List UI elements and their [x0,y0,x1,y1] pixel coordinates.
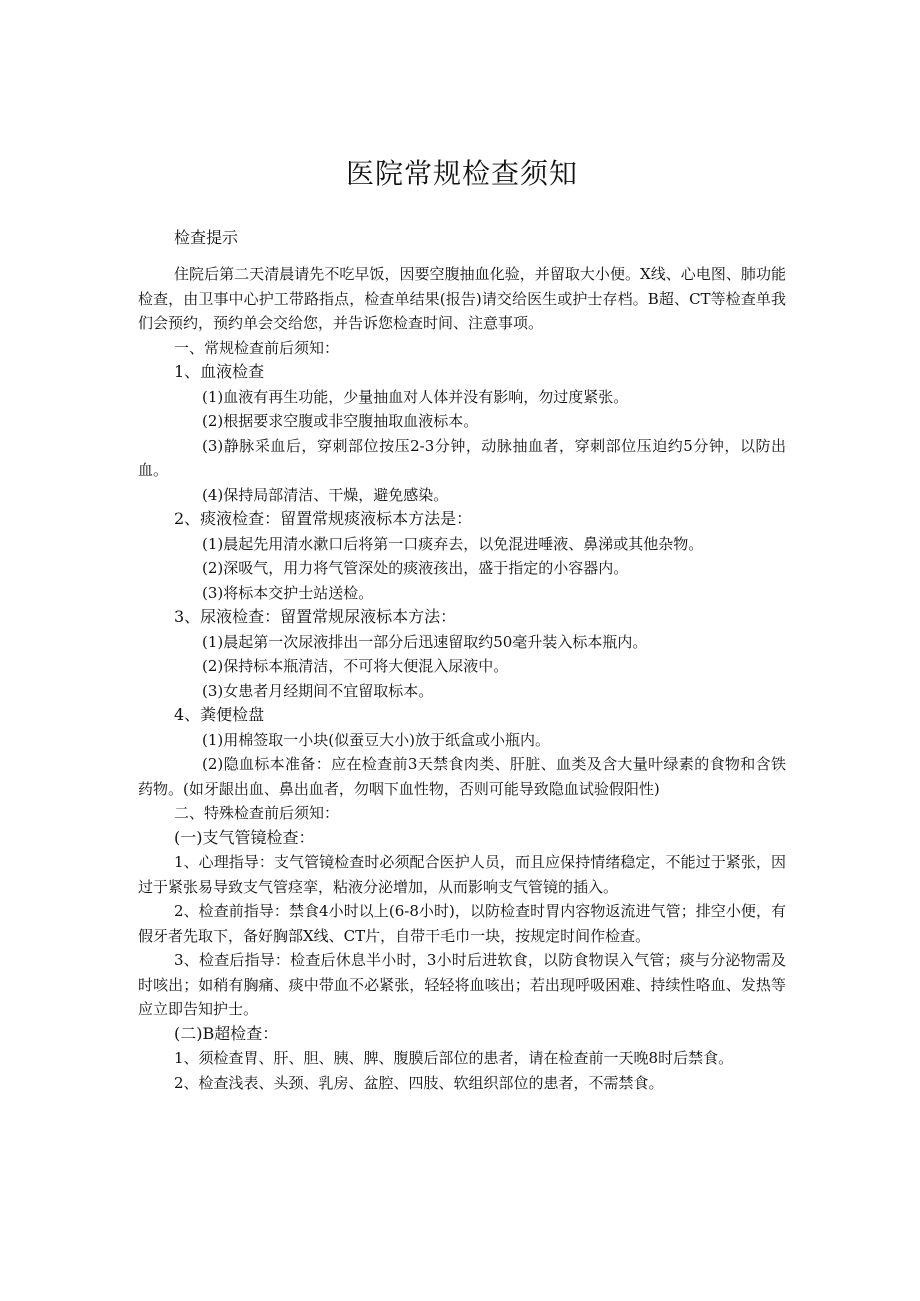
bronchoscopy-item: 2、检查前指导：禁食4小时以上(6-8小时)，以防检查时胃内容物返流进气管；排空小便，有假牙者先取下，备好胸部X线、CT片，自带干毛巾一块，按规定时间作检查。 [138,902,786,945]
document-body [138,262,786,1095]
stool-item: (1)用棉签取一小块(似蚕豆大小)放于纸盒或小瓶内。 [202,730,550,749]
document-title: 医院常规检查须知 [345,157,578,190]
subheading: 检查提示 [174,228,239,247]
blood-item: (2)根据要求空腹或非空腹抽取血液标本。 [202,412,479,430]
blood-item: (4)保持局部清洁、干燥，避免感染。 [202,485,449,504]
blood-item: (3)静脉采血后，穿刺部位按压2-3分钟，动脉抽血者，穿刺部位压迫约5分钟，以防出血。 [138,436,786,479]
ultrasound-heading: (二)B超检查： [174,1023,279,1043]
blood-item: (1)血液有再生功能，少量抽血对人体并没有影响，勿过度紧张。 [202,387,629,406]
bronchoscopy-item: 1、心理指导：支气管镜检查时必须配合医护人员，而且应保持情绪稳定，不能过于紧张，因过于紧张易导致支气管痉挛，粘液分泌增加，从而影响支气管镜的插入。 [138,853,786,896]
section1-heading: 一、常规检查前后须知： [174,338,340,357]
sputum-item: (2)深吸气，用力将气管深处的痰液孩出，盛于指定的小容器内。 [202,559,629,577]
stool-item: (2)隐血标本准备：应在检查前3天禁食肉类、肝脏、血类及含大量叶绿素的食物和含铁药物。(如牙龈出血、鼻出血者，勿咽下血性物，否则可能导致隐血试验假阳性) [138,755,786,798]
urine-item: (3)女患者月经期间不宜留取标本。 [202,681,434,700]
ultrasound-item: 2、检查浅表、头颈、乳房、盆腔、四肢、软组织部位的患者，不需禁食。 [174,1073,664,1092]
urine-item: (2)保持标本瓶清洁，不可将大便混入尿液中。 [202,657,509,675]
intro-paragraph: 住院后第二天清晨请先不吃早饭，因要空腹抽血化验，并留取大小便。X线、心电图、肺功能检查，由卫事中心护工带路指点，检查单结果(报告)请交给医生或护士存档。B超、CT等检查单我们会预约，预约单会交给您，并告诉您检查时间、注意事项。 [138,265,786,332]
sputum-heading: 2、痰液检查：留置常规痰液标本方法是： [174,509,473,528]
urine-item: (1)晨起第一次尿液排出一部分后迅速留取约50毫升装入标本瓶内。 [202,632,648,651]
urine-heading: 3、尿液检查：留置常规尿液标本方法： [174,607,457,626]
section2-heading: 二、特殊检查前后须知： [174,804,340,822]
bronchoscopy-item: 3、检查后指导：检查后休息半小时，3小时后进软食，以防食物误入气管；痰与分泌物需及时咳出；如稍有胸痛、痰中带血不必紧张，轻轻将血咳出；若出现呼吸困难、持续性咯血、发热等应立即告知护士。 [138,951,786,1018]
bronchoscopy-heading: (一)支气管镜检查： [174,827,315,847]
sputum-item: (1)晨起先用清水漱口后将第一口痰弃去，以免混进唾液、鼻涕或其他杂物。 [202,534,704,553]
sputum-item: (3)将标本交护士站送检。 [202,583,374,602]
ultrasound-item: 1、须检查胃、肝、胆、胰、脾、腹膜后部位的患者，请在检查前一天晚8时后禁食。 [174,1049,734,1067]
blood-heading: 1、血液检查 [174,362,265,381]
stool-heading: 4、粪便检盘 [174,705,265,724]
